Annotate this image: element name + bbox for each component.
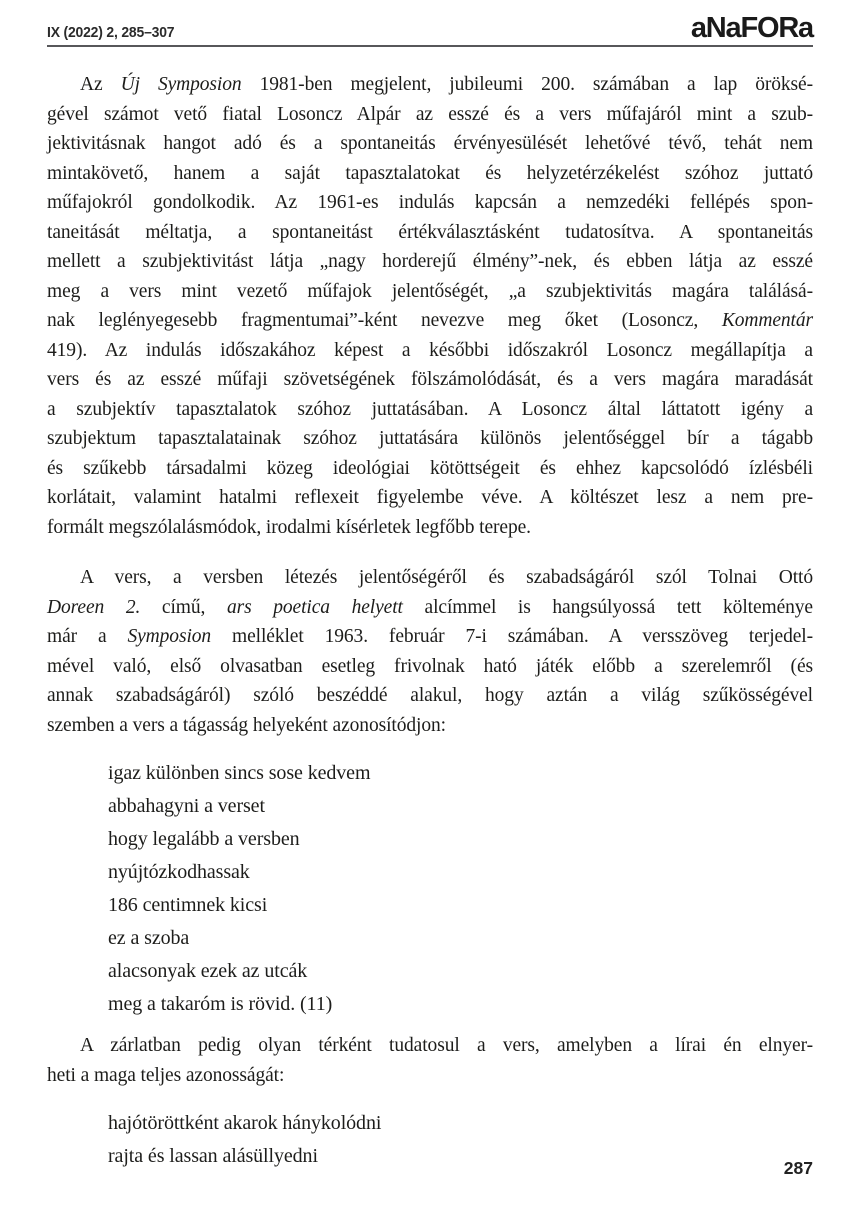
text-segment: A zárlatban pedig olyan térként tudatosul a vers, amelyben a lírai én elnyer-: [80, 1035, 813, 1056]
text-segment: és szűkebb társadalmi közeg ideológiai kötöttségeit és ehhez kapcsolódó ízlésbéli: [47, 457, 813, 479]
text-segment: formált megszólalásmódok, irodalmi kísérletek legfőbb terepe.: [47, 516, 531, 538]
text-line: [47, 622, 813, 652]
italic-text-segment: ars poetica helyett: [226, 596, 403, 618]
text-segment: annak szabadságáról) szóló beszéddé alakul, hogy aztán a világ szűkösségével: [47, 685, 813, 706]
text-segment: heti a maga teljes azonosságát:: [47, 1064, 285, 1086]
text-segment: gével számot vető fiatal Losoncz Alpár az esszé és a vers műfajáról mint a szub-: [47, 103, 813, 125]
text-segment: meg a takaróm is rövid. (11): [108, 993, 333, 1015]
text-segment: nyújtózkodhassak: [108, 861, 250, 883]
text-segment: igaz különben sincs sose kedvem: [108, 762, 371, 784]
text-segment: A vers, a versben létezés jelentőségéről és szabadságáról szól Tolnai Ottó: [80, 567, 813, 588]
text-segment: nak leglényegesebb fragmentumai”-ként nevezve meg őket (Losoncz,: [47, 310, 722, 331]
text-segment: mintakövető, hanem a saját tapasztalatokat és helyzetérzékelést szóhoz juttató: [47, 162, 813, 184]
text-segment: 419). Az indulás időszakához képest a későbbi időszakról Losoncz megállapítja a: [47, 339, 813, 361]
text-line: [47, 483, 813, 513]
text-line: [47, 100, 813, 130]
verse-line: [108, 922, 813, 955]
text-segment: abbahagyni a verset: [108, 795, 265, 817]
text-line: [47, 454, 813, 484]
verse-line: [108, 790, 813, 823]
verse-line: [108, 823, 813, 856]
verse-line: [108, 955, 813, 988]
text-segment: szubjektum tapasztalatainak szóhoz juttatására különös jelentőséggel bír a tágabb: [47, 428, 813, 449]
text-line: [47, 1031, 813, 1061]
text-line: [47, 1061, 813, 1091]
text-segment: 186 centimnek kicsi: [108, 894, 268, 916]
text-segment: 1981-ben megjelent, jubileumi 200. számában a lap öröksé-: [241, 74, 813, 95]
text-segment: szemben a vers a tágasság helyeként azonosítódjon:: [47, 714, 446, 736]
text-segment: mellett a szubjektivitást látja „nagy horderejű élmény”-nek, és ebben látja az esszé: [47, 251, 813, 272]
text-segment: taneitását méltatja, a spontaneitást értékválasztásként tudatosítva. A spontaneitás: [47, 221, 813, 243]
verse-quote-block: [47, 757, 813, 1021]
text-segment: Az: [80, 74, 121, 95]
text-line: [47, 711, 813, 741]
text-segment: alacsonyak ezek az utcák: [108, 960, 308, 982]
text-line: [47, 563, 813, 593]
page-header: [47, 0, 813, 47]
text-segment: hogy legalább a versben: [108, 828, 300, 850]
article-body: [47, 47, 813, 1183]
verse-line: [108, 988, 813, 1021]
text-line: [47, 395, 813, 425]
journal-issue-citation: IX (2022) 2, 285–307: [47, 24, 175, 41]
italic-text-segment: Symposion: [127, 626, 212, 647]
body-paragraph: [47, 563, 813, 740]
text-line: [47, 336, 813, 366]
text-segment: ez a szoba: [108, 927, 190, 949]
text-line: [47, 681, 813, 711]
text-line: [47, 247, 813, 277]
italic-text-segment: Doreen 2.: [47, 596, 141, 618]
text-segment: hajótöröttként akarok hánykolódni: [108, 1112, 382, 1134]
text-line: [47, 593, 813, 623]
body-paragraph: [47, 1031, 813, 1090]
text-segment: alcímmel is hangsúlyossá tett költeménye: [402, 596, 813, 618]
text-segment: melléklet 1963. február 7-i számában. A versszöveg terjedel-: [211, 626, 813, 647]
text-line: [47, 129, 813, 159]
verse-line: [108, 1140, 813, 1173]
text-line: [47, 277, 813, 307]
text-segment: jektivitásnak hangot adó és a spontaneitás érvényesülését lehetővé tévő, tehát nem: [47, 133, 813, 154]
body-paragraph: [47, 70, 813, 542]
text-line: [47, 365, 813, 395]
page-number: 287: [783, 1158, 813, 1178]
text-line: [47, 159, 813, 189]
text-segment: rajta és lassan alásüllyedni: [108, 1145, 318, 1167]
verse-line: [108, 1107, 813, 1140]
text-line: [47, 70, 813, 100]
verse-line: [108, 757, 813, 790]
text-line: [47, 218, 813, 248]
text-segment: meg a vers mint vezető műfajok jelentőségét, „a szubjektivitás magára találásá-: [47, 280, 813, 302]
italic-text-segment: Új Symposion: [120, 74, 242, 95]
italic-text-segment: Kommentár: [721, 310, 813, 331]
text-line: [47, 652, 813, 682]
text-line: [47, 424, 813, 454]
text-segment: műfajokról gondolkodik. Az 1961-es indulás kapcsán a nemzedéki fellépés spon-: [47, 192, 813, 213]
text-segment: című,: [140, 596, 227, 618]
text-segment: már a: [47, 626, 128, 647]
verse-line: [108, 856, 813, 889]
text-segment: mével való, első olvasatban esetleg frivolnak ható játék előbb a szerelemről (és: [47, 655, 813, 677]
text-line: [47, 188, 813, 218]
text-segment: a szubjektív tapasztalatok szóhoz juttatásában. A Losoncz által láttatott igény a: [47, 398, 813, 420]
text-line: [47, 513, 813, 543]
text-segment: korlátait, valamint hatalmi reflexeit figyelembe véve. A költészet lesz a nem pre-: [47, 487, 813, 508]
text-line: [47, 306, 813, 336]
journal-logo: aNaFORa: [690, 12, 813, 44]
verse-quote-block: [47, 1107, 813, 1173]
verse-line: [108, 889, 813, 922]
text-segment: vers és az esszé műfaji szövetségének fölszámolódását, és a vers magára maradását: [47, 369, 813, 390]
